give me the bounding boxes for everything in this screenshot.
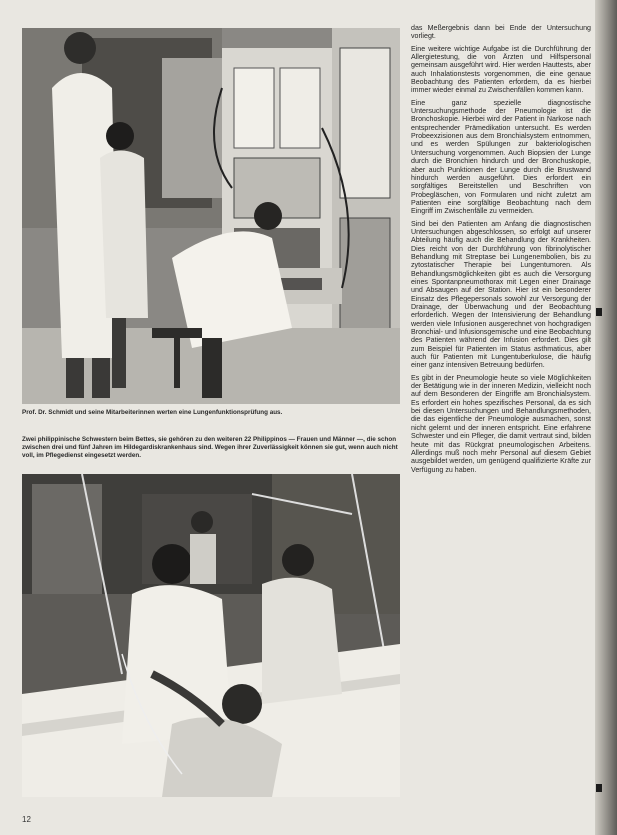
page-number: 12	[22, 815, 31, 824]
photo-caption-bottom: Zwei philippinische Schwestern beim Bettes, sie gehören zu den weiteren 22 Philippinos — Frauen und Männer —, die schon zwischen drei und fünf Jahren im Hildegardiskrankenhaus sind. Wegen ihrer Zuverlässigkeit können sie gut, wenn auch nicht voll, im Pflegedienst eingesetzt werden.	[22, 436, 398, 459]
page-edge-shadow	[595, 0, 617, 835]
margin-mark	[596, 784, 602, 792]
lab-photo-illustration	[22, 28, 400, 404]
margin-mark	[596, 308, 602, 316]
lab-photo	[22, 28, 400, 404]
photo-caption-top: Prof. Dr. Schmidt und seine Mitarbeiterinnen werten eine Lungenfunktionsprüfung aus.	[22, 409, 283, 416]
ward-photo-illustration	[22, 474, 400, 797]
article-text-column	[411, 24, 591, 799]
article-paragraph: Sind bei den Patienten am Anfang die diagnostischen Untersuchungen abgeschlossen, so erfolgt auf unserer Abteilung häufig auch die Behandlung der Krankheiten. Dies reicht von der Durchführung von fibrinolytischer Behandlung mit Streptase bei Lungenembolien, bis zu zytostatischer Therapie bei Lungentumoren. Als Behandlungsmöglichkeiten gibt es auch die Versorgung eines Spontanpneumothorax mit Legen einer Drainage und Absaugen auf der Station. Hier ist ein besonderer Einsatz des Pflegepersonals sowohl zur Versorgung der Drainage, der Überwachung und der Beobachtung erforderlich. Wegen der Intensivierung der Behandlung werden viele Infusionen ausgerechnet von hochgradigen Bronchial- und Infusionsgemische und eine Beobachtung des Patienten während der Infusion erfordert. Dies gilt zum Beispiel für Patienten im Status asthmaticus, aber auch für Patienten mit Lungentuberkulose, die häufig einer ganz intensiven Betreuung bedürfen.	[411, 219, 591, 370]
ward-photo	[22, 474, 400, 797]
article-paragraph: Es gibt in der Pneumologie heute so viele Möglichkeiten der Betätigung wie in der inneren Medizin, vielleicht noch auf dem Besonderen der Eingriffe am Bronchialsystem. Es erfordert ein hohes spezifisches Personal, da es sich bei diesen Untersuchungen und Behandlungsmethoden, die das eigentliche der Pneumologie ausmachen, sonst nicht gelernt und der inneren entspricht. Eine erfahrene Schwester und ein Pfleger, die damit vertraut sind, bilden heute mit das Rückgrat pneumologischen Arbeitens. Allerdings muß noch mehr Personal auf diesem Gebiet ausgebildet werden, um genügend qualifizierte Kräfte zur Verfügung zu haben.	[411, 373, 591, 474]
article-paragraph: das Meßergebnis dann bei Ende der Untersuchung vorliegt.	[411, 24, 591, 41]
article-paragraph: Eine weitere wichtige Aufgabe ist die Durchführung der Allergietestung, die von Ärzten und Hilfspersonal gemeinsam ausgeführt wird. Hier werden Hauttests, aber auch Inhalationstests vorgenommen, die eine genaue Beobachtung des Patienten erfordern, da es hierbei immer wieder einmal zu Zwischenfällen kommen kann.	[411, 44, 591, 95]
article-paragraph: Eine ganz spezielle diagnostische Untersuchungsmethode der Pneumologie ist die Bronchoskopie. Hierbei wird der Patient in Narkose nach entsprechender Prämedikation untersucht. Es werden Probeexzisionen aus dem Bronchialsystem entnommen, und es werden Spülungen zur bakteriologischen Untersuchung vorgenommen. Auch Biopsien der Lunge durch die Bronchien hindurch und der Bronchuskopie, aber auch Punktionen der Lunge durch die Brustwand hindurch werden ausgeführt. Dies erfordert ein sorgfältiges Bereitstellen und Beschriften von Probegläschen, von Formularen und nicht zuletzt am Patienten eine sorgfältige Beobachtung nach dem Eingriff im Zwischenfälle zu vermeiden.	[411, 98, 591, 216]
